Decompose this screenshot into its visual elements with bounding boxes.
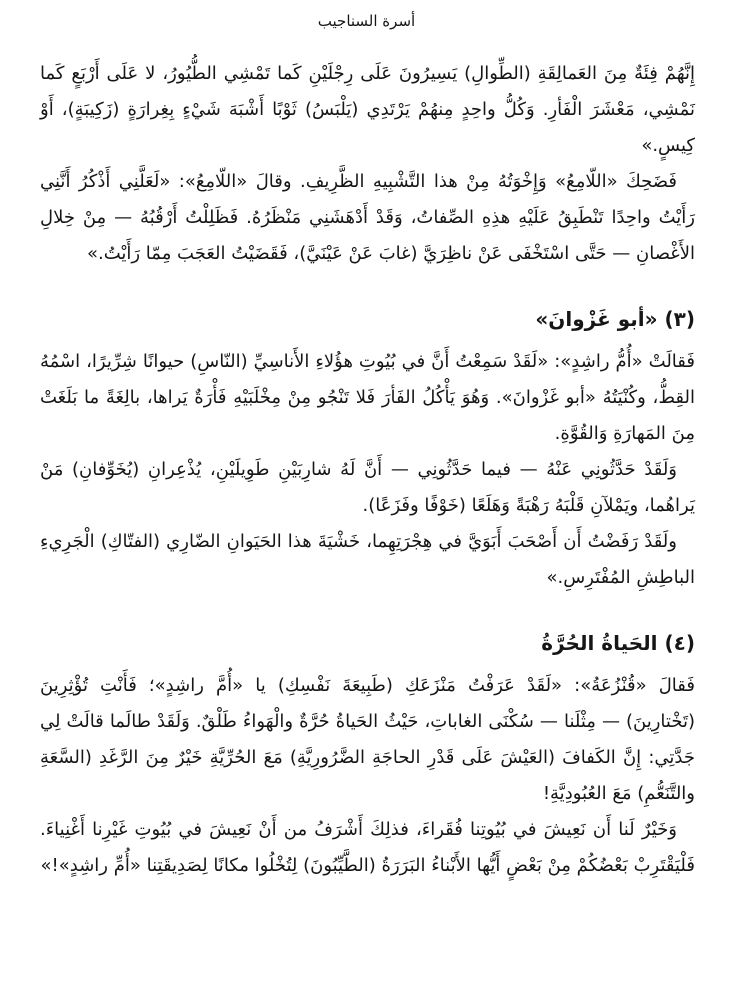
paragraph-intro-2: فَضَحِكَ «اللّامِعُ» وَإِخْوَتُهُ مِنْ هذا التَّشْبِيهِ الظَّرِيفِ. وقالَ «اللّامِعُ»: «لَعَلَّنِي أَذْكُرُ أَنَّنِي رَأَيْتُ واحِدًا تَنْطَبِقُ عَلَيْهِ هذِهِ الصِّفاتُ، وَقَدْ أَدْهَشَنِي مَنْظَرُهُ. فَظَلِلْتُ أَرْقُبُهُ — مِنْ خِلالِ الأَغْصانِ — حَتَّى اسْتَخْفَى عَنْ ناظِرَيَّ (غابَ عَنْ عَيْنَيَّ)، فَقَضَيْتُ العَجَبَ مِمّا رَأَيْتُ.» [40,171,695,264]
paragraph-s3-2: وَلَقَدْ حَدَّثُونِي عَنْهُ — فيما حَدَّثُونِي — أَنَّ لَهُ شارِبَيْنِ طَوِيلَيْنِ، يُذْعِرانِ (يُخَوِّفانِ) مَنْ يَراهُما، ويَمْلآنِ قَلْبَهُ رَهْبَةً وَهَلَعًا (خَوْفًا وفَزَعًا). [40,459,695,516]
section-heading-4: (٤) الحَياةُ الحُرَّةُ [541,631,695,655]
paragraph-intro-1: إِنَّهُمْ فِئَةٌ مِنَ العَمالِقَةِ (الطِّوالِ) يَسِيرُونَ عَلَى رِجْلَيْنِ كَما تَمْشِي الطُّيُورُ، لا عَلَى أَرْبَعٍ كَما نَمْشِي، مَعْشَرَ الْفَأرِ. وَكُلُّ واحِدٍ مِنهُمْ يَرْتَدِي (يَلْبَسُ) ثَوْبًا أَشْبَهَ شَيْءٍ بِغِرارَةٍ (زَكِيبَةٍ)، أَوْ كِيسٍ.» [40,63,695,156]
paragraph-s3-3: ولَقَدْ رَفَضْتُ أَن أَصْحَبَ أَبَوَيَّ في هِجْرَتِهِما، خَشْيَةَ هذا الحَيَوانِ الضّارِي (الفتّاكِ) الْجَرِيءِ الباطِشِ المُفْتَرِسِ.» [40,531,695,588]
paragraph-s4-2: وَخَيْرٌ لَنا أَن نَعِيشَ في بُيُوتِنا فُقَراءَ، فذلِكَ أَشْرَفُ من أَنْ نَعِيشَ في بُيُوتِ غَيْرِنا أَغْنِياءَ. فَلْيَقْتَرِبْ بَعْضُكُمْ مِنْ بَعْضٍ أَيُّها الأَبْناءُ البَرَرَةُ (الطَّيِّبُونَ) لِتُخْلُوا مكانًا لِصَدِيقَتِنا «أُمِّ راشِدٍ»!» [40,819,695,876]
paragraph-s4-1: فَقالَ «قُنْزُعَةُ»: «لَقَدْ عَرَفْتُ مَنْزَعَكِ (طَبِيعَةَ نَفْسِكِ) يا «أُمَّ راشِدٍ»؛ فَأَنْتِ تُؤْثِرِينَ (تَخْتارِينَ) — مِثْلَنا — سُكْنَى الغاباتِ، حَيْثُ الحَياةُ حُرَّةٌ والْهَواءُ طَلْقٌ. وَلَقَدْ طالَما قالَتْ لِي جَدَّتِي: إِنَّ الكَفافَ (العَيْشَ عَلَى قَدْرِ الحاجَةِ الضَّرُورِيَّةِ) مَعَ الحُرِّيَّةِ خَيْرٌ مِنَ الرَّغَدِ (السَّعَةِ والتَّنَعُّمِ) مَعَ العُبُودِيَّةِ! [40,675,695,804]
page-body [40,56,695,884]
section-heading-3: (٣) «أبو غَزْوانَ» [535,307,695,331]
paragraph-s3-1: فَقالَتْ «أُمُّ راشِدٍ»: «لَقَدْ سَمِعْتُ أَنَّ في بُيُوتِ هؤُلاءِ الأَناسِيِّ (النّاسِ) حيوانًا شِرِّيرًا، اسْمُهُ القِطُّ، وكُنْيَتُهُ «أبو غَزْوانَ». وَهُوَ يَأْكُلُ الفَأرَ فَلا تَنْجُو مِنْ مِخْلَبَيْهِ فَأْرَةٌ يَراها، بالِغَةً ما بَلَغَتْ مِنَ المَهارَةِ وَالقُوَّةِ. [40,351,695,444]
running-header: أسرة السناجيب [317,12,416,30]
